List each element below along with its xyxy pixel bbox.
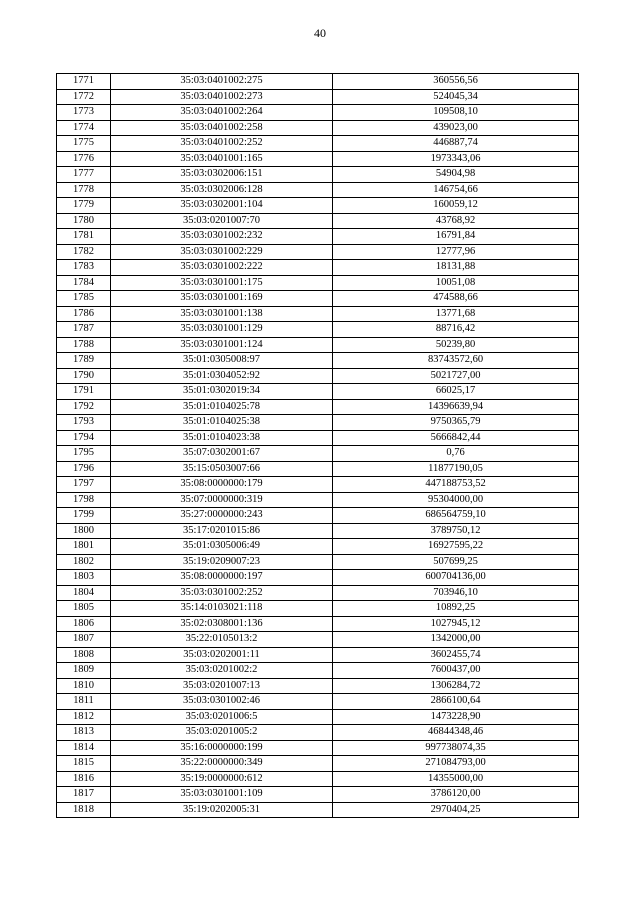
row-number-cell: 1772 [57,89,111,105]
row-number-cell: 1775 [57,136,111,152]
cadastral-number-cell: 35:03:0301001:169 [111,291,333,307]
value-cell: 1473228,90 [333,709,579,725]
value-cell: 95304000,00 [333,492,579,508]
value-cell: 9750365,79 [333,415,579,431]
row-number-cell: 1785 [57,291,111,307]
table-row [57,105,579,121]
row-number-cell: 1805 [57,601,111,617]
cadastral-number-cell: 35:03:0302006:151 [111,167,333,183]
cadastral-number-cell: 35:03:0301002:222 [111,260,333,276]
cadastral-number-cell: 35:03:0201005:2 [111,725,333,741]
value-cell: 83743572,60 [333,353,579,369]
table-row [57,337,579,353]
table-row [57,291,579,307]
row-number-cell: 1810 [57,678,111,694]
table-body [57,74,579,818]
table-row [57,477,579,493]
row-number-cell: 1803 [57,570,111,586]
table-row [57,151,579,167]
cadastral-number-cell: 35:03:0401002:252 [111,136,333,152]
row-number-cell: 1809 [57,663,111,679]
row-number-cell: 1771 [57,74,111,90]
row-number-cell: 1793 [57,415,111,431]
table-row [57,585,579,601]
value-cell: 14355000,00 [333,771,579,787]
value-cell: 686564759,10 [333,508,579,524]
value-cell: 1306284,72 [333,678,579,694]
table-row [57,725,579,741]
cadastral-number-cell: 35:03:0401002:273 [111,89,333,105]
value-cell: 46844348,46 [333,725,579,741]
row-number-cell: 1811 [57,694,111,710]
value-cell: 16927595,22 [333,539,579,555]
table-row [57,353,579,369]
value-cell: 10892,25 [333,601,579,617]
cadastral-number-cell: 35:03:0301001:138 [111,306,333,322]
row-number-cell: 1816 [57,771,111,787]
table-row [57,787,579,803]
row-number-cell: 1778 [57,182,111,198]
table-row [57,694,579,710]
table-row [57,539,579,555]
row-number-cell: 1801 [57,539,111,555]
row-number-cell: 1787 [57,322,111,338]
row-number-cell: 1774 [57,120,111,136]
cadastral-number-cell: 35:01:0104025:78 [111,399,333,415]
row-number-cell: 1783 [57,260,111,276]
table-row [57,709,579,725]
value-cell: 50239,80 [333,337,579,353]
table-row [57,229,579,245]
cadastral-number-cell: 35:15:0503007:66 [111,461,333,477]
table-row [57,554,579,570]
cadastral-number-cell: 35:03:0301002:232 [111,229,333,245]
row-number-cell: 1780 [57,213,111,229]
table-row [57,430,579,446]
row-number-cell: 1817 [57,787,111,803]
value-cell: 18131,88 [333,260,579,276]
page-number: 40 [314,26,326,40]
table-row [57,198,579,214]
value-cell: 11877190,05 [333,461,579,477]
table-row [57,740,579,756]
cadastral-number-cell: 35:03:0401002:258 [111,120,333,136]
cadastral-number-cell: 35:01:0305008:97 [111,353,333,369]
table-row [57,771,579,787]
value-cell: 447188753,52 [333,477,579,493]
row-number-cell: 1814 [57,740,111,756]
value-cell: 43768,92 [333,213,579,229]
value-cell: 507699,25 [333,554,579,570]
row-number-cell: 1804 [57,585,111,601]
row-number-cell: 1798 [57,492,111,508]
row-number-cell: 1797 [57,477,111,493]
cadastral-number-cell: 35:03:0301001:129 [111,322,333,338]
value-cell: 439023,00 [333,120,579,136]
table-row [57,508,579,524]
table-row [57,461,579,477]
row-number-cell: 1777 [57,167,111,183]
value-cell: 524045,34 [333,89,579,105]
value-cell: 3789750,12 [333,523,579,539]
cadastral-number-cell: 35:19:0209007:23 [111,554,333,570]
value-cell: 12777,96 [333,244,579,260]
cadastral-number-cell: 35:03:0401001:165 [111,151,333,167]
row-number-cell: 1786 [57,306,111,322]
value-cell: 446887,74 [333,136,579,152]
cadastral-number-cell: 35:03:0202001:11 [111,647,333,663]
table-row [57,74,579,90]
row-number-cell: 1815 [57,756,111,772]
cadastral-number-cell: 35:03:0401002:275 [111,74,333,90]
cadastral-number-cell: 35:01:0302019:34 [111,384,333,400]
cadastral-number-cell: 35:01:0104025:38 [111,415,333,431]
table-row [57,368,579,384]
table-row [57,306,579,322]
row-number-cell: 1802 [57,554,111,570]
table-row [57,244,579,260]
value-cell: 0,76 [333,446,579,462]
cadastral-number-cell: 35:03:0301002:229 [111,244,333,260]
cadastral-number-cell: 35:03:0201007:13 [111,678,333,694]
table-row [57,213,579,229]
value-cell: 271084793,00 [333,756,579,772]
value-cell: 1342000,00 [333,632,579,648]
row-number-cell: 1813 [57,725,111,741]
value-cell: 109508,10 [333,105,579,121]
row-number-cell: 1790 [57,368,111,384]
value-cell: 360556,56 [333,74,579,90]
cadastral-number-cell: 35:03:0301001:109 [111,787,333,803]
value-cell: 7600437,00 [333,663,579,679]
value-cell: 1973343,06 [333,151,579,167]
value-cell: 16791,84 [333,229,579,245]
row-number-cell: 1799 [57,508,111,524]
value-cell: 13771,68 [333,306,579,322]
value-cell: 600704136,00 [333,570,579,586]
value-cell: 703946,10 [333,585,579,601]
table-row [57,663,579,679]
cadastral-number-cell: 35:03:0301002:252 [111,585,333,601]
table-row [57,446,579,462]
cadastral-number-cell: 35:17:0201015:86 [111,523,333,539]
row-number-cell: 1776 [57,151,111,167]
cadastral-number-cell: 35:02:0308001:136 [111,616,333,632]
cadastral-number-cell: 35:03:0401002:264 [111,105,333,121]
value-cell: 10051,08 [333,275,579,291]
cadastral-number-cell: 35:03:0301001:175 [111,275,333,291]
value-cell: 997738074,35 [333,740,579,756]
cadastral-number-cell: 35:01:0104023:38 [111,430,333,446]
cadastral-number-cell: 35:27:0000000:243 [111,508,333,524]
value-cell: 54904,98 [333,167,579,183]
cadastral-number-cell: 35:01:0304052:92 [111,368,333,384]
table-row [57,570,579,586]
value-cell: 1027945,12 [333,616,579,632]
table-row [57,647,579,663]
table-row [57,120,579,136]
value-cell: 14396639,94 [333,399,579,415]
table-row [57,275,579,291]
table-row [57,601,579,617]
value-cell: 160059,12 [333,198,579,214]
value-cell: 146754,66 [333,182,579,198]
table-row [57,384,579,400]
row-number-cell: 1818 [57,802,111,818]
table-row [57,136,579,152]
cadastral-number-cell: 35:07:0302001:67 [111,446,333,462]
table-row [57,678,579,694]
cadastral-number-cell: 35:03:0201002:2 [111,663,333,679]
table-row [57,322,579,338]
cadastral-number-cell: 35:03:0302006:128 [111,182,333,198]
row-number-cell: 1792 [57,399,111,415]
value-cell: 3602455,74 [333,647,579,663]
value-cell: 3786120,00 [333,787,579,803]
row-number-cell: 1789 [57,353,111,369]
value-cell: 88716,42 [333,322,579,338]
table-row [57,523,579,539]
row-number-cell: 1794 [57,430,111,446]
cadastral-number-cell: 35:22:0105013:2 [111,632,333,648]
cadastral-value-table [56,73,579,818]
table-row [57,89,579,105]
row-number-cell: 1795 [57,446,111,462]
cadastral-number-cell: 35:08:0000000:179 [111,477,333,493]
cadastral-number-cell: 35:16:0000000:199 [111,740,333,756]
cadastral-number-cell: 35:03:0201007:70 [111,213,333,229]
table-row [57,399,579,415]
row-number-cell: 1784 [57,275,111,291]
cadastral-number-cell: 35:14:0103021:118 [111,601,333,617]
table-row [57,182,579,198]
table-row [57,492,579,508]
cadastral-number-cell: 35:22:0000000:349 [111,756,333,772]
row-number-cell: 1807 [57,632,111,648]
row-number-cell: 1782 [57,244,111,260]
cadastral-number-cell: 35:19:0202005:31 [111,802,333,818]
cadastral-number-cell: 35:03:0302001:104 [111,198,333,214]
cadastral-number-cell: 35:03:0201006:5 [111,709,333,725]
row-number-cell: 1806 [57,616,111,632]
value-cell: 2866100,64 [333,694,579,710]
table-row [57,415,579,431]
cadastral-number-cell: 35:01:0305006:49 [111,539,333,555]
row-number-cell: 1788 [57,337,111,353]
value-cell: 2970404,25 [333,802,579,818]
row-number-cell: 1800 [57,523,111,539]
table-row [57,802,579,818]
row-number-cell: 1812 [57,709,111,725]
cadastral-number-cell: 35:03:0301001:124 [111,337,333,353]
row-number-cell: 1779 [57,198,111,214]
row-number-cell: 1781 [57,229,111,245]
row-number-cell: 1796 [57,461,111,477]
row-number-cell: 1791 [57,384,111,400]
table-row [57,756,579,772]
table-row [57,260,579,276]
table-row [57,616,579,632]
value-cell: 474588,66 [333,291,579,307]
cadastral-number-cell: 35:19:0000000:612 [111,771,333,787]
row-number-cell: 1773 [57,105,111,121]
cadastral-number-cell: 35:08:0000000:197 [111,570,333,586]
table-row [57,632,579,648]
row-number-cell: 1808 [57,647,111,663]
cadastral-number-cell: 35:03:0301002:46 [111,694,333,710]
cadastral-number-cell: 35:07:0000000:319 [111,492,333,508]
value-cell: 66025,17 [333,384,579,400]
table-row [57,167,579,183]
value-cell: 5666842,44 [333,430,579,446]
value-cell: 5021727,00 [333,368,579,384]
